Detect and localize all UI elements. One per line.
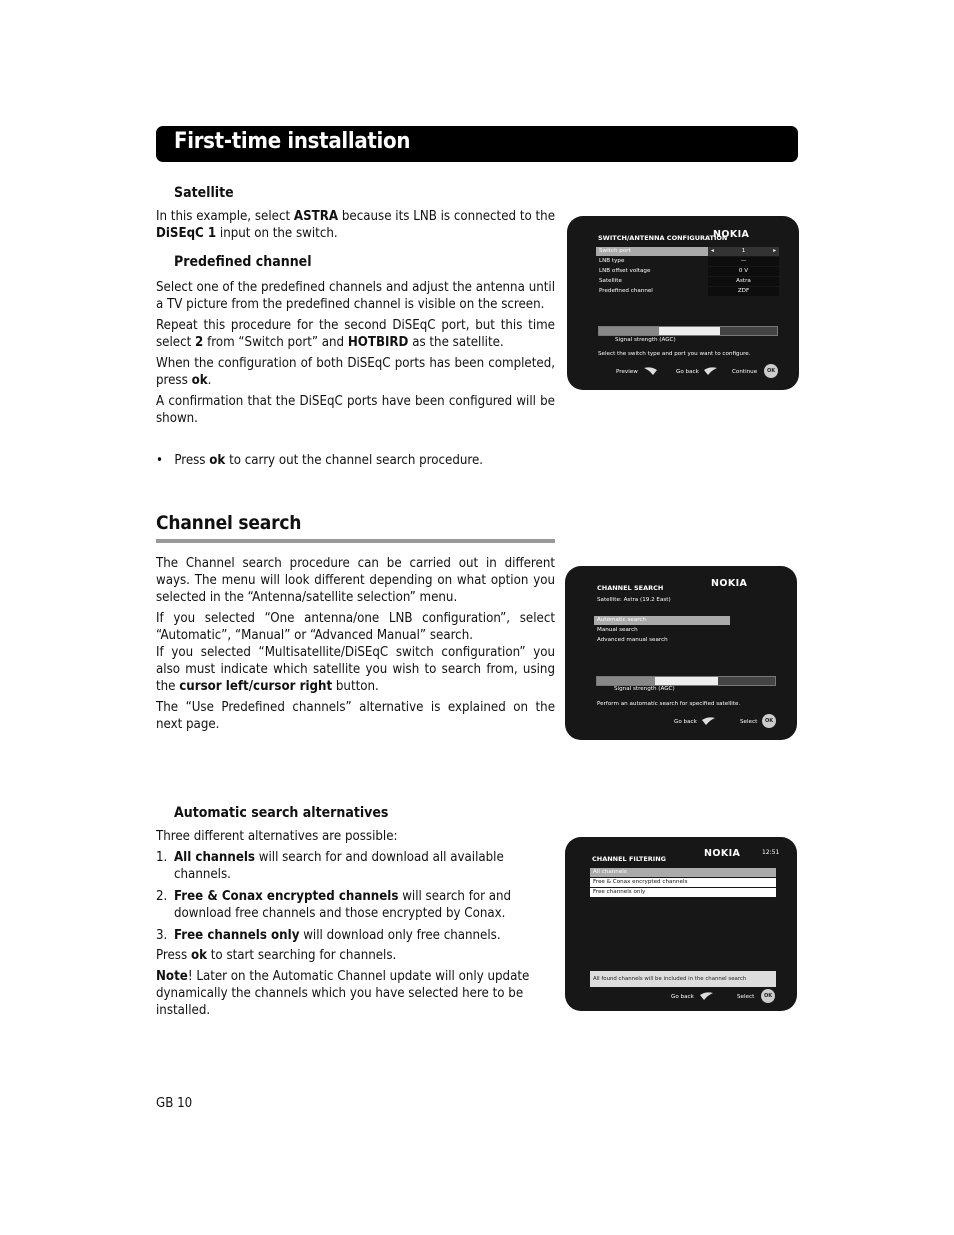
channel-search-paragraph-3: The “Use Predefined channels” alternative is explained on the next page.	[156, 700, 555, 732]
signal-strength-bar	[598, 326, 778, 336]
menu-item-automatic-search[interactable]: Automatic search	[594, 616, 730, 625]
screen-hint: Select the switch type and port you want to configure.	[598, 351, 751, 357]
channel-search-paragraph-1: The Channel search procedure can be carried out in different ways. The menu will look different depending on what option you selected in the “Antenna/satellite selection” menu.	[156, 556, 555, 605]
predefined-paragraph-1: Select one of the predefined channels and adjust the antenna until a TV picture from the predefined channel is visible on the screen.	[156, 280, 555, 312]
menu-item-manual-search[interactable]: Manual search	[597, 627, 638, 633]
satellite-label: Satellite: Astra (19.2 East)	[597, 597, 671, 603]
predefined-heading: Predefined channel	[174, 254, 312, 270]
config-row-switch-port[interactable]: Switch port ◂ 1 ▸	[596, 247, 779, 256]
preview-icon[interactable]	[643, 366, 658, 376]
signal-fill	[659, 327, 720, 335]
arrow-left-icon[interactable]: ◂	[711, 248, 714, 254]
menu-item-free-conax[interactable]: Free & Conax encrypted channels	[590, 878, 776, 887]
predefined-paragraph-2: Repeat this procedure for the second DiSEqC port, but this time select 2 from “Switch port” and HOTBIRD as the satellite.	[156, 318, 555, 350]
select-label[interactable]: Select	[737, 994, 755, 1000]
heading-rule	[156, 539, 555, 543]
channel-filtering-screen	[565, 837, 797, 1011]
channel-search-heading: Channel search	[156, 512, 302, 534]
nokia-logo: NOKIA	[704, 848, 741, 859]
satellite-heading: Satellite	[174, 185, 234, 201]
auto-search-intro: Three different alternatives are possible:	[156, 829, 398, 844]
screen-hint: Perform an automatic search for specified satellite.	[597, 701, 741, 707]
continue-label[interactable]: Continue	[732, 369, 758, 375]
list-item: 1. All channels will search for and download all available channels.	[156, 850, 504, 882]
go-back-icon[interactable]	[703, 366, 718, 376]
menu-item-advanced-manual-search[interactable]: Advanced manual search	[597, 637, 668, 643]
go-back-icon[interactable]	[701, 716, 716, 726]
go-back-icon[interactable]	[699, 991, 714, 1001]
ok-button-icon[interactable]: OK	[762, 714, 776, 728]
go-back-label[interactable]: Go back	[671, 994, 694, 1000]
menu-item-all-channels[interactable]: All channels	[590, 868, 776, 877]
screen-title: CHANNEL SEARCH	[597, 584, 664, 592]
signal-strength-bar	[596, 676, 776, 686]
config-row-lnb-offset[interactable]: LNB offset voltage 0 V	[596, 267, 779, 276]
signal-label: Signal strength (AGC)	[615, 337, 676, 343]
section-banner	[156, 126, 798, 162]
predefined-paragraph-3: When the configuration of both DiSEqC ports has been completed, press ok.	[156, 356, 555, 388]
ok-button-icon[interactable]: OK	[761, 989, 775, 1003]
config-row-predefined-channel[interactable]: Predefined channel ZDF	[596, 287, 779, 296]
predefined-body	[156, 279, 555, 427]
screen-title: SWITCH/ANTENNA CONFIGURATION	[598, 234, 728, 242]
switch-antenna-screen	[567, 216, 799, 390]
satellite-paragraph: In this example, select ASTRA because its LNB is connected to the DiSEqC 1 input on the switch.	[156, 209, 555, 241]
list-item: 2. Free & Conax encrypted channels will search for and download free channels and those encrypted by Conax.	[156, 889, 512, 921]
menu-item-free-only[interactable]: Free channels only	[590, 888, 776, 897]
signal-fill	[655, 677, 718, 685]
predefined-paragraph-4: A confirmation that the DiSEqC ports have been configured will be shown.	[156, 394, 555, 426]
channel-search-paragraph-2b: If you selected “Multisatellite/DiSEqC switch configuration” you also must indicate which satellite you wish to search from, using the cursor left/cursor right button.	[156, 645, 555, 694]
list-item: 3. Free channels only will download only free channels.	[156, 928, 501, 943]
alternatives-list	[156, 849, 556, 949]
page-title: First-time installation	[174, 129, 411, 154]
select-label[interactable]: Select	[740, 719, 758, 725]
config-row-lnb-type[interactable]: LNB type —	[596, 257, 779, 266]
go-back-label[interactable]: Go back	[674, 719, 697, 725]
channel-search-body	[156, 555, 555, 733]
bullet-item: • Press ok to carry out the channel search procedure.	[156, 453, 484, 468]
auto-search-heading: Automatic search alternatives	[174, 805, 389, 821]
info-box: All found channels will be included in the channel search	[590, 971, 776, 987]
channel-search-paragraph-2a: If you selected “One antenna/one LNB configuration”, select “Automatic”, “Manual” or “Advanced Manual” search.	[156, 611, 555, 643]
page-number: GB 10	[156, 1096, 193, 1111]
preview-label[interactable]: Preview	[616, 369, 638, 375]
ok-button-icon[interactable]: OK	[764, 364, 778, 378]
nokia-logo: NOKIA	[713, 229, 750, 240]
signal-label: Signal strength (AGC)	[614, 686, 675, 692]
go-back-label[interactable]: Go back	[676, 369, 699, 375]
screen-title: CHANNEL FILTERING	[592, 855, 666, 863]
note-paragraph: Note! Later on the Automatic Channel update will only update dynamically the channels which you have selected here to be installed.	[156, 969, 530, 1018]
config-row-satellite[interactable]: Satellite Astra	[596, 277, 779, 286]
nokia-logo: NOKIA	[711, 578, 748, 589]
clock: 12:51	[762, 849, 780, 856]
press-ok-line: Press ok to start searching for channels.	[156, 948, 397, 963]
arrow-right-icon[interactable]: ▸	[773, 248, 776, 254]
channel-search-screen	[565, 566, 797, 740]
